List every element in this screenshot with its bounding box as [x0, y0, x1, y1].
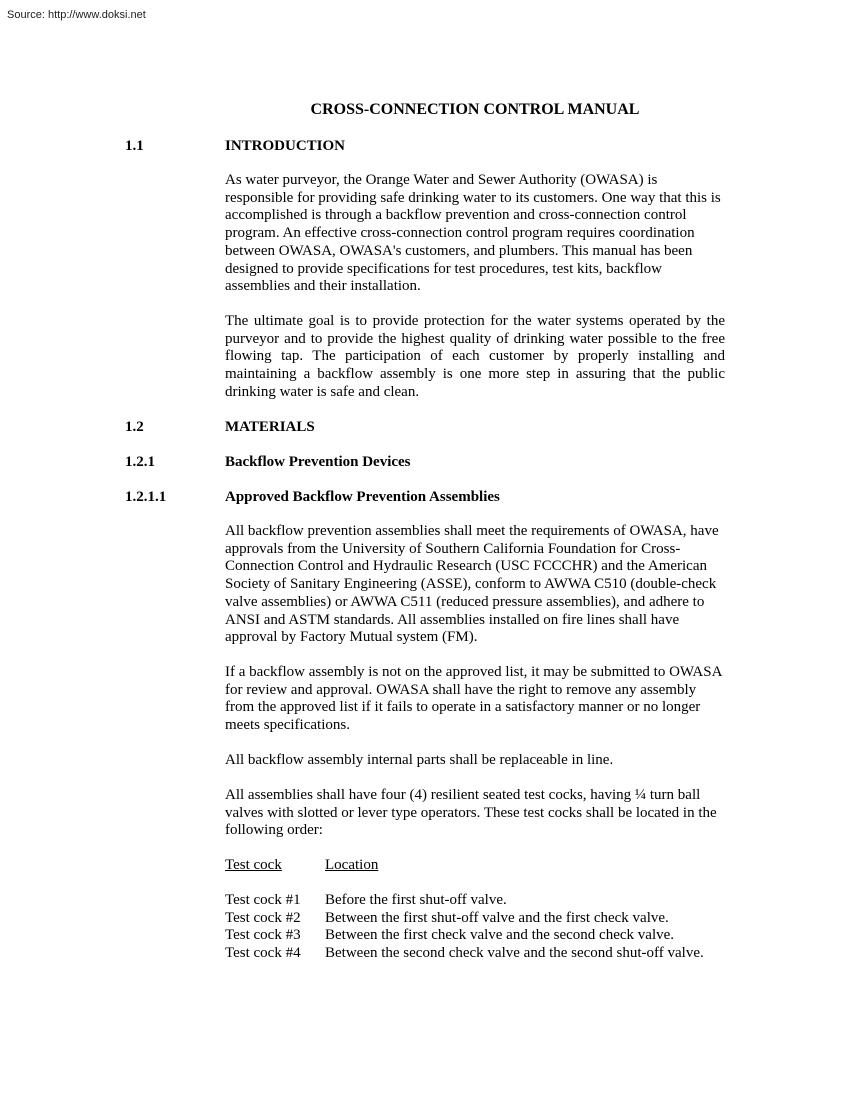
- table-row: [225, 910, 669, 928]
- section-number-1-2-1: 1.2.1: [125, 454, 155, 470]
- test-cock-location: Between the first check valve and the second check valve.: [325, 927, 675, 944]
- section-heading-backflow-devices: Backflow Prevention Devices: [225, 454, 411, 470]
- table-row: [225, 945, 704, 963]
- source-url: Source: http://www.doksi.net: [7, 9, 146, 21]
- test-cock-location: Between the first shut-off valve and the first check valve.: [325, 909, 669, 926]
- test-cock-column-header: Test cock: [225, 857, 282, 873]
- table-row: [225, 927, 674, 945]
- test-cock-label: Test cock #2: [225, 909, 301, 926]
- approved-paragraph-2: If a backflow assembly is not on the approved list, it may be submitted to OWASA for review and approval. OWASA shall have the right to remove any assembly from the approved list if it fails to operate in a satisfactory manner or no longer meets specifications.: [225, 664, 722, 734]
- section-heading-introduction: INTRODUCTION: [225, 138, 346, 154]
- test-cock-location: Between the second check valve and the second shut-off valve.: [325, 945, 704, 962]
- document-title: CROSS-CONNECTION CONTROL MANUAL: [310, 101, 640, 118]
- test-cock-location: Before the first shut-off valve.: [325, 892, 507, 908]
- test-cock-label: Test cock #1: [225, 892, 301, 908]
- section-number-1-1: 1.1: [125, 138, 144, 154]
- test-cock-table-header: [225, 857, 378, 875]
- intro-paragraph-2: The ultimate goal is to provide protection for the water systems operated by the purveyor and to provide the highest quality of drinking water possible to the free flowing tap. The participation of each customer by properly installing and maintaining a backflow assembly is one more step in assuring that the public drinking water is safe and clean.: [225, 313, 725, 400]
- approved-paragraph-3: All backflow assembly internal parts shall be replaceable in line.: [225, 752, 614, 768]
- section-heading-approved-assemblies: Approved Backflow Prevention Assemblies: [225, 489, 500, 505]
- approved-paragraph-4: All assemblies shall have four (4) resilient seated test cocks, having ¼ turn ball valves with slotted or lever type operators. These test cocks shall be located in the following order:: [225, 787, 717, 839]
- section-number-1-2: 1.2: [125, 419, 144, 435]
- intro-paragraph-1: As water purveyor, the Orange Water and Sewer Authority (OWASA) is responsible for providing safe drinking water to its customers. One way that this is accomplished is through a backflow prevention and cross-connection control program. An effective cross-connection control program requires coordination between OWASA, OWASA's customers, and plumbers. This manual has been designed to provide specifications for test procedures, test kits, backflow assemblies and their installation.: [225, 172, 721, 295]
- approved-paragraph-1: All backflow prevention assemblies shall meet the requirements of OWASA, have approvals from the University of Southern California Foundation for Cross-Connection Control and Hydraulic Research (USC FCCCHR) and the American Society of Sanitary Engineering (ASSE), conform to AWWA C510 (double-check valve assemblies) or AWWA C511 (reduced pressure assemblies), and adhere to ANSI and ASTM standards. All assemblies installed on fire lines shall have approval by Factory Mutual system (FM).: [225, 523, 719, 646]
- section-number-1-2-1-1: 1.2.1.1: [125, 489, 167, 505]
- location-column-header: Location: [325, 857, 379, 873]
- table-row: [225, 892, 507, 910]
- section-heading-materials: MATERIALS: [225, 419, 315, 435]
- test-cock-label: Test cock #3: [225, 927, 301, 944]
- test-cock-label: Test cock #4: [225, 945, 301, 962]
